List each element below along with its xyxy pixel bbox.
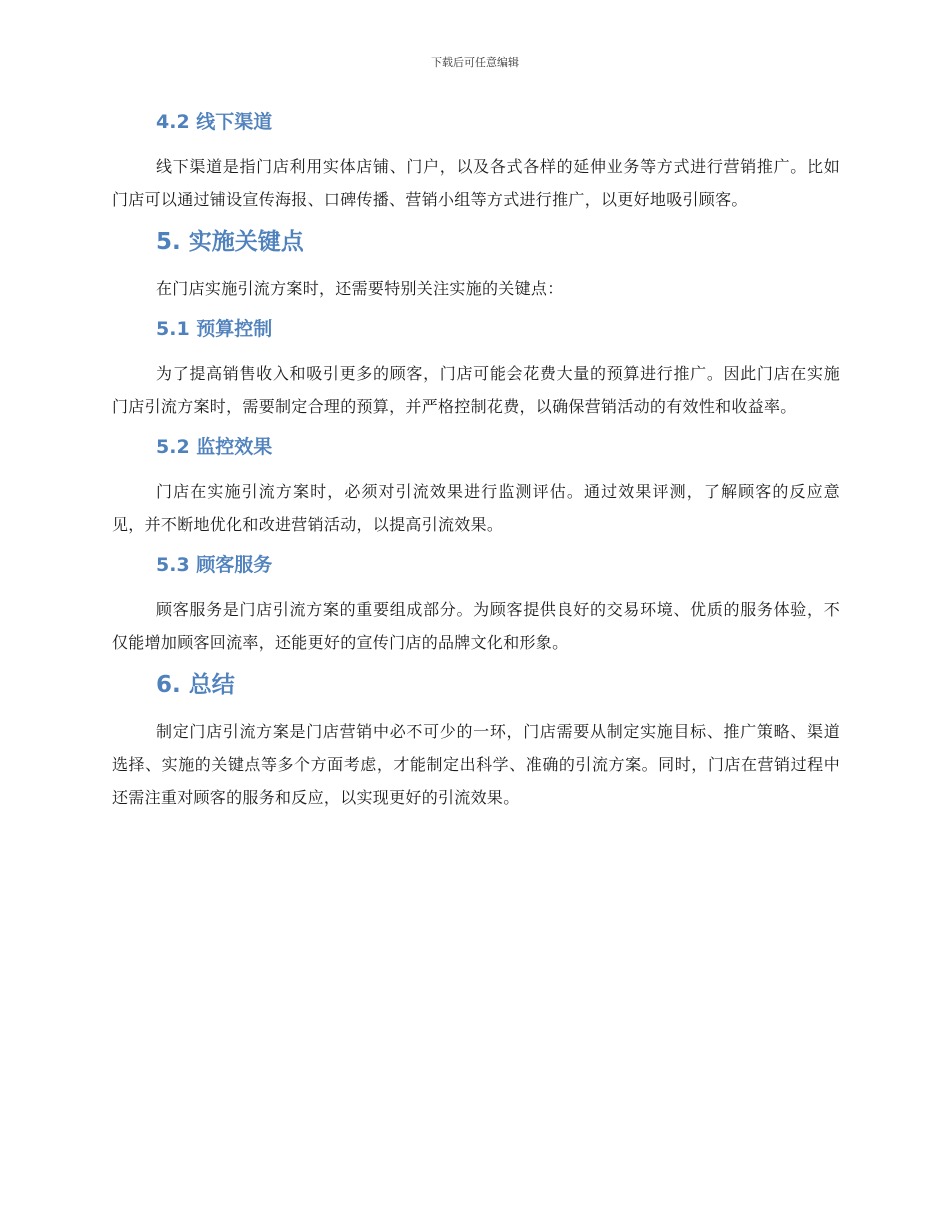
heading-4-2: 4.2 线下渠道 bbox=[156, 111, 273, 133]
document-content bbox=[112, 108, 840, 824]
paragraph-5: 在门店实施引流方案时，还需要特别关注实施的关键点： bbox=[156, 279, 564, 298]
heading-5-3: 5.3 顾客服务 bbox=[156, 554, 273, 576]
paragraph-6: 制定门店引流方案是门店营销中必不可少的一环，门店需要从制定实施目标、推广策略、渠道选择、实施的关键点等多个方面考虑，才能制定出科学、准确的引流方案。同时，门店在营销过程中还需注重对顾客的服务和反应，以实现更好的引流效果。 bbox=[112, 722, 840, 807]
heading-6: 6. 总结 bbox=[156, 672, 235, 698]
paragraph-5-3: 顾客服务是门店引流方案的重要组成部分。为顾客提供良好的交易环境、优质的服务体验，不仅能增加顾客回流率，还能更好的宣传门店的品牌文化和形象。 bbox=[112, 600, 840, 652]
paragraph-4-2: 线下渠道是指门店利用实体店铺、门户，以及各式各样的延伸业务等方式进行营销推广。比如门店可以通过铺设宣传海报、口碑传播、营销小组等方式进行推广，以更好地吸引顾客。 bbox=[112, 157, 840, 209]
paragraph-5-1: 为了提高销售收入和吸引更多的顾客，门店可能会花费大量的预算进行推广。因此门店在实施门店引流方案时，需要制定合理的预算，并严格控制花费，以确保营销活动的有效性和收益率。 bbox=[112, 364, 840, 416]
header-note: 下载后可任意编辑 bbox=[431, 56, 519, 69]
paragraph-5-2: 门店在实施引流方案时，必须对引流效果进行监测评估。通过效果评测，了解顾客的反应意见，并不断地优化和改进营销活动，以提高引流效果。 bbox=[112, 482, 840, 534]
heading-5-1: 5.1 预算控制 bbox=[156, 318, 273, 340]
heading-5-2: 5.2 监控效果 bbox=[156, 436, 273, 458]
heading-5: 5. 实施关键点 bbox=[156, 229, 304, 255]
